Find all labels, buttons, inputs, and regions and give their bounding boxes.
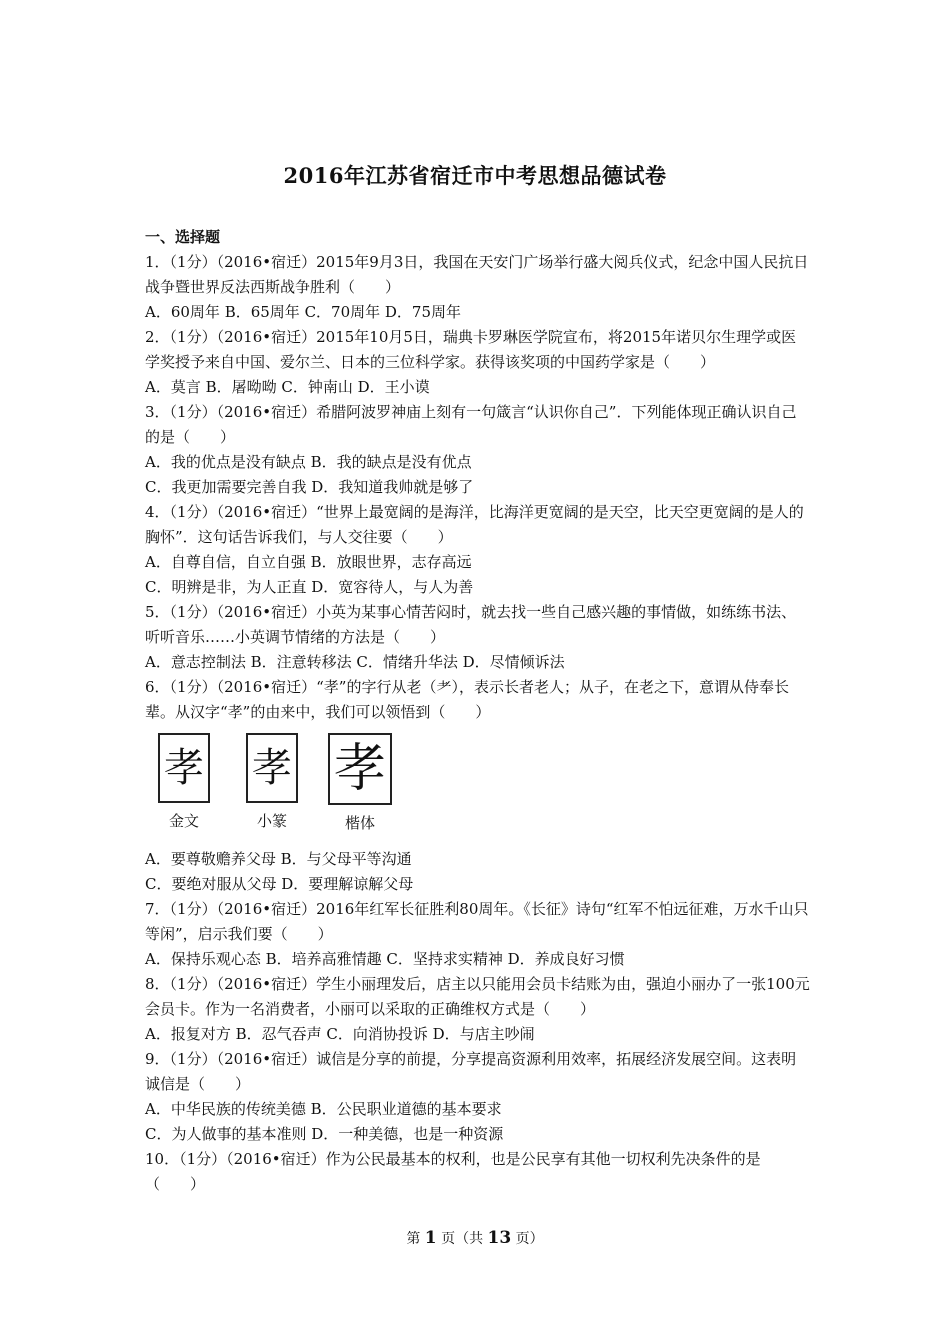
question-7 [145,897,810,972]
question-options: A．意志控制法 B．注意转移法 C．情绪升华法 D．尽情倾诉法 [145,653,565,671]
question-stem: 8．（1分）（2016•宿迁）学生小丽理发后，店主以只能用会员卡结账为由，强迫小丽办了一张100元会员卡。作为一名消费者，小丽可以采取的正确维权方式是（ ） [145,975,810,1018]
question-stem: 2．（1分）（2016•宿迁）2015年10月5日，瑞典卡罗琳医学院宣布，将2015年诺贝尔生理学或医学奖授予来自中国、爱尔兰、日本的三位科学家。获得该奖项的中国药学家是（ ） [145,328,797,371]
question-6 [145,675,810,897]
question-stem: 1．（1分）（2016•宿迁）2015年9月3日，我国在天安门广场举行盛大阅兵仪式，纪念中国人民抗日战争暨世界反法西斯战争胜利（ ） [145,253,809,296]
total-pages: 13 [487,1228,512,1248]
question-stem: 10．（1分）（2016•宿迁）作为公民最基本的权利，也是公民享有其他一切权利先决条件的是（ ） [145,1150,761,1193]
page-title: 2016年江苏省宿迁市中考思想品德试卷 [283,163,667,188]
footer-prefix: 第 [406,1231,425,1247]
question-stem: 6．（1分）（2016•宿迁）“孝”的字行从老（耂），表示长者老人；从子，在老之下，意谓从侍奉长辈。从汉字“孝”的由来中，我们可以领悟到（ ） [145,678,789,721]
xiao-character-figure [145,733,810,839]
question-stem: 3．（1分）（2016•宿迁）希腊阿波罗神庙上刻有一句箴言“认识你自己”．下列能体现正确认识自己的是（ ） [145,403,797,446]
question-stem: 5．（1分）（2016•宿迁）小英为某事心情苦闷时，就去找一些自己感兴趣的事情做，如练练书法、听听音乐……小英调节情绪的方法是（ ） [145,603,797,646]
jinwen-glyph-image: 孝 [158,733,210,803]
question-options: A．自尊自信，自立自强 B．放眼世界，志存高远 [145,553,472,571]
question-2 [145,325,810,400]
question-9 [145,1047,810,1147]
footer-suffix: 页） [511,1231,544,1247]
question-options: A．我的优点是没有缺点 B．我的缺点是没有优点 [145,453,472,471]
figure-xiaozhuan [233,733,311,839]
question-options: C．为人做事的基本准则 D．一种美德，也是一种资源 [145,1125,504,1143]
xiaozhuan-glyph-image: 孝 [246,733,298,803]
footer-middle: 页（共 [436,1231,488,1247]
question-stem: 9．（1分）（2016•宿迁）诚信是分享的前提，分享提高资源利用效率，拓展经济发展空间。这表明诚信是（ ） [145,1050,797,1093]
question-3 [145,400,810,500]
page-number: 1 [424,1228,437,1248]
question-1 [145,250,810,325]
question-options: A．60周年 B．65周年 C．70周年 D．75周年 [145,303,462,321]
question-options: A．莫言 B．屠呦呦 C．钟南山 D．王小谟 [145,378,430,396]
figure-label: 小篆 [256,812,287,830]
figure-jinwen [145,733,223,839]
question-8 [145,972,810,1047]
question-10 [145,1147,810,1197]
question-options: C．我更加需要完善自我 D．我知道我帅就是够了 [145,478,474,496]
section-heading: 一、选择题 [145,228,221,246]
kaiti-glyph-image: 孝 [328,733,392,805]
figure-kaiti [321,733,399,839]
page-footer [0,1228,950,1248]
question-5 [145,600,810,675]
question-stem: 4．（1分）（2016•宿迁）“世界上最宽阔的是海洋，比海洋更宽阔的是天空，比天空更宽阔的是人的胸怀”．这句话告诉我们，与人交往要（ ） [145,503,804,546]
question-options: A．报复对方 B．忍气吞声 C．向消协投诉 D．与店主吵闹 [145,1025,535,1043]
question-options: A．保持乐观心态 B．培养高雅情趣 C．坚持求实精神 D．养成良好习惯 [145,950,625,968]
question-options: C．明辨是非，为人正直 D．宽容待人，与人为善 [145,578,474,596]
question-options: A．要尊敬赡养父母 B．与父母平等沟通 [145,850,412,868]
figure-label: 楷体 [344,814,375,832]
question-options: A．中华民族的传统美德 B．公民职业道德的基本要求 [145,1100,502,1118]
question-list [145,250,810,1197]
question-options: C．要绝对服从父母 D．要理解谅解父母 [145,875,414,893]
question-4 [145,500,810,600]
question-stem: 7．（1分）（2016•宿迁）2016年红军长征胜利80周年。《长征》诗句“红军不怕远征难，万水千山只等闲”，启示我们要（ ） [145,900,809,943]
figure-label: 金文 [168,812,199,830]
